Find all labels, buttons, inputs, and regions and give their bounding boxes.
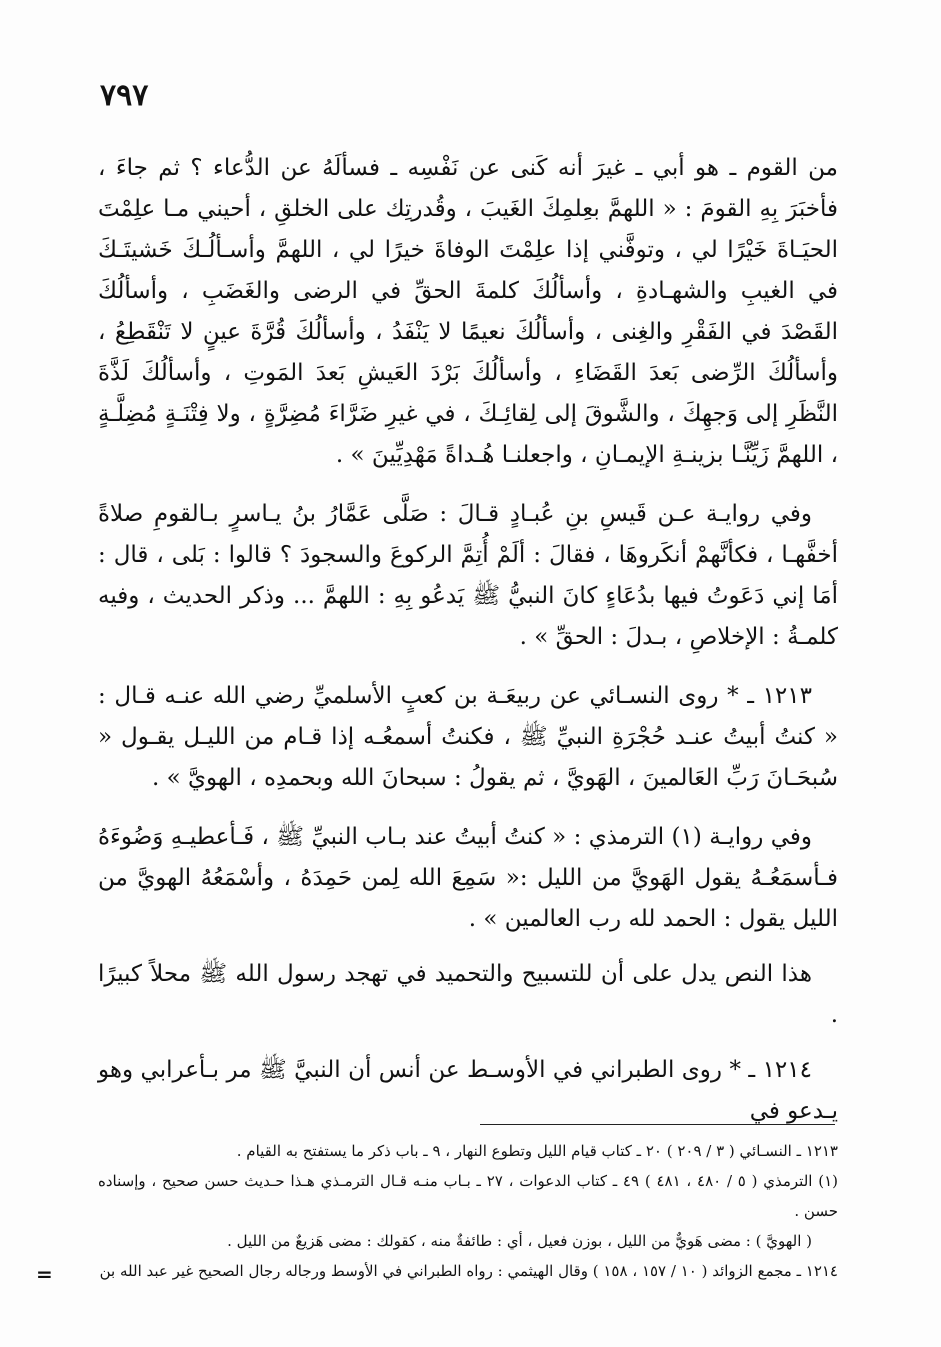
paragraph-qays-narration: وفي روايـة عـن قَيسِ بنِ عُبـادٍ قـالَ : صَلَّى عَمَّارُ بنُ يـاسرٍ بـالقومِ صلاةً أخفَّهـا ، فكأنَّهمْ أنكَروهَا ، فقالَ : ألَمْ أُتِمَّ الركوعَ والسجودَ ؟ قالوا : بَلى ، قال : أمَا إني دَعَوتُ فيها بدُعَاءٍ كانَ النبيُّ ﷺ يَدعُو بِهِ : اللهمَّ ... وذكر الحديث ، وفيه كلمـةُ : الإخلاصِ ، بـدلَ : الحقِّ » . xyxy=(98,501,838,650)
footnote-gloss: ( الهويَّ ) : مضى هَويٌّ من الليل ، بوزن فعيل ، أي : طائفةٌ منه ، كقولك : مضى هَزيعٌ من الليل . xyxy=(227,1232,812,1250)
main-text xyxy=(98,148,838,1132)
footnotes xyxy=(98,1136,838,1286)
footnote-1213: ١٢١٣ ـ النسـائي ( ٣ / ٢٠٩ ) ٢٠ ـ كتاب قيام الليل وتطوع النهار ، ٩ ـ باب ذكر ما يستفتح به القيام . xyxy=(236,1142,838,1160)
paragraph-tirmidhi-narration: وفي روايـة (١) الترمذي : « كنتُ أبيتُ عند بـاب النبيِّ ﷺ ، فَـأعطيـهِ وَضُوءَهُ فـأسمَعُـهُ يقول الهَويَّ من الليل :« سَمِعَ الله لِمن حَمِدَهُ ، وأسْمَعُهُ الهويَّ من الليل يقول : الحمد لله رب العالمين » . xyxy=(98,824,838,932)
paragraph-hadith-1213: ١٢١٣ ـ * روى النسـائي عن ربيعَـة بن كعبٍ الأسلميِّ رضي الله عنـه قـال : « كنتُ أبيتُ عنـد حُجْرَةِ النبيِّ ﷺ ، فكنتُ أسمعُـه إذا قـام من الليـل يقـول « سُبحَـانَ رَبِّ العَالمينَ ، الهَويَّ ، ثم يقولُ : سبحانَ الله وبحمدِه ، الهويَّ » . xyxy=(98,683,838,791)
footnote-1214: ١٢١٤ ـ مجمع الزوائد ( ١٠ / ١٥٧ ، ١٥٨ ) وقال الهيثمي : رواه الطبراني في الأوسط ورجاله رجال الصحيح غير عبد الله بن xyxy=(99,1262,838,1280)
footnote-tirmidhi: (١) الترمذي ( ٥ / ٤٨٠ ، ٤٨١ ) ٤٩ ـ كتاب الدعوات ، ٢٧ ـ بـاب منـه قـال الترمـذي هـذا حـديث حسن صحيح ، وإسناده حسن . xyxy=(98,1172,838,1220)
paragraph-hadith-1214: ١٢١٤ ـ * روى الطبراني في الأوسـط عن أنس أن النبيَّ ﷺ مر بـأعرابي وهو يـدعو في xyxy=(98,1057,838,1124)
paragraph-dua-text: من القوم ـ هو أبي ـ غيرَ أنه كَنى عن نَفْسِه ـ فسألَهُ عن الدُّعاء ؟ ثم جاءَ ، فأخبَرَ بِهِ القومَ : « اللهمَّ بعِلمِكَ الغَيبَ ، وقُدرتِك على الخلقِ ، أحيني مـا علِمْتَ الحيَـاةَ خَيْرًا لي ، وتوفَّني إذا علِمْتَ الوفاةَ خيرًا لي ، اللهمَّ وأسـألُـكَ خَشيتَـكَ في الغيبِ والشهـادةِ ، وأسألُكَ كلمةَ الحقِّ في الرضى والغَضَبِ ، وأسألُكَ القَصْدَ في الفَقْرِ والغِنى ، وأسألُكَ نعيمًا لا يَنْفَدُ ، وأسألُكَ قُرَّةَ عينٍ لا تَنْقَطِعُ ، وأسألُكَ الرِّضى بَعدَ القَضَاءِ ، وأسألُكَ بَرْدَ العَيشِ بَعدَ المَوتِ ، وأسألُكَ لَذَّةَ النَّظَرِ إلى وَجهِكَ ، والشَّوقَ إلى لِقائِـكَ ، في غيرِ ضَرَّاءَ مُضِرَّةٍ ، ولا فِتْنَـةٍ مُضِلَّـةٍ ، اللهمَّ زَيِّنَّـا بزينـةِ الإيمـانِ ، واجعلنـا هُـداةً مَهْدِيِّينَ » . xyxy=(98,155,838,468)
footnote-separator xyxy=(480,1124,835,1125)
margin-mark: = xyxy=(36,1262,53,1286)
paragraph-commentary: هذا النص يدل على أن للتسبيح والتحميد في تهجد رسول الله ﷺ محلاً كبيرًا . xyxy=(98,961,838,1028)
page-number: ٧٩٧ xyxy=(100,78,149,113)
